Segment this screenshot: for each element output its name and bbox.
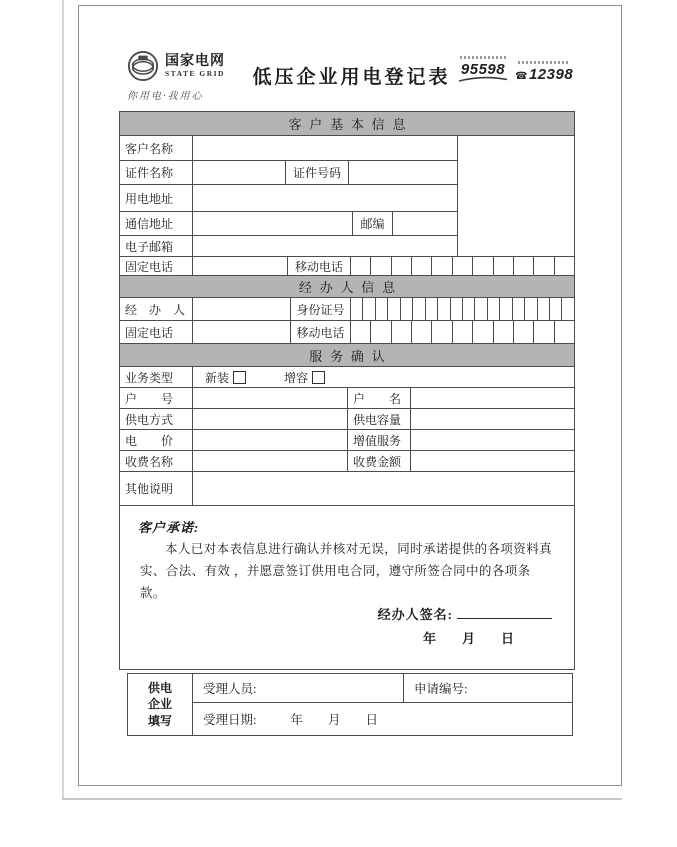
digit-cell[interactable] <box>452 257 472 275</box>
digit-cell[interactable] <box>487 298 499 320</box>
digit-cell[interactable] <box>400 298 412 320</box>
field-fee-name[interactable] <box>192 451 347 471</box>
side-label-line3: 填写 <box>147 713 172 728</box>
side-label-line2: 企业 <box>147 697 172 712</box>
field-customer-name[interactable] <box>192 136 457 160</box>
digit-cell[interactable] <box>549 298 561 320</box>
commitment-date-labels: 年 月 日 <box>422 631 514 646</box>
agent-mobile-digit-grid <box>350 321 574 343</box>
customer-commitment-box <box>120 505 574 669</box>
label-supply-capacity: 供电容量 <box>347 409 410 429</box>
digit-cell[interactable] <box>431 257 451 275</box>
utility-fill-table <box>127 673 573 736</box>
field-price[interactable] <box>192 430 347 450</box>
digit-cell[interactable] <box>474 298 486 320</box>
checkbox-new-install[interactable] <box>233 371 246 384</box>
registration-table <box>119 111 575 670</box>
blank-attachment-cell[interactable] <box>457 136 574 256</box>
accept-date-ymd: 年 月 日 <box>290 713 378 727</box>
digit-cell[interactable] <box>370 321 390 343</box>
digit-cell[interactable] <box>350 298 362 320</box>
customer-info-body <box>120 135 574 256</box>
label-other-notes: 其他说明 <box>125 482 174 496</box>
section-header-service-confirm: 服务确认 <box>120 343 574 366</box>
digit-cell[interactable] <box>391 257 411 275</box>
label-id-number: 身份证号 <box>290 298 350 320</box>
field-customer-landline[interactable] <box>192 257 287 275</box>
digit-cell[interactable] <box>513 321 533 343</box>
commitment-title: 客户承诺: <box>138 520 200 535</box>
page-title: 低压企业用电登记表 <box>252 67 451 88</box>
digit-cell[interactable] <box>499 298 511 320</box>
digit-cell[interactable] <box>462 298 474 320</box>
label-agent: 经 办 人 <box>125 302 186 317</box>
label-fee-name: 收费名称 <box>125 454 174 469</box>
label-customer-mobile: 移动电话 <box>287 257 350 275</box>
digit-cell[interactable] <box>452 321 472 343</box>
utility-fill-side-label <box>128 674 192 735</box>
brand-name-cn: 国家电网 <box>165 53 225 69</box>
digit-cell[interactable] <box>437 298 449 320</box>
digit-cell[interactable] <box>512 298 524 320</box>
digit-cell[interactable] <box>450 298 462 320</box>
hotline-95598 <box>457 56 509 83</box>
hotline-12398 <box>515 61 573 83</box>
hotline-95598-number: 95598 <box>460 61 506 78</box>
microtext-12398 <box>518 61 570 64</box>
field-mailing-address[interactable] <box>192 212 352 235</box>
digit-cell[interactable] <box>350 321 370 343</box>
digit-cell[interactable] <box>391 321 411 343</box>
label-new-install: 新装 <box>205 370 230 385</box>
digit-cell[interactable] <box>370 257 390 275</box>
checkbox-capacity-increase[interactable] <box>312 371 325 384</box>
digit-cell[interactable] <box>411 257 431 275</box>
brand-tagline: 你用电·我用心 <box>127 91 204 102</box>
business-type-options <box>192 367 574 387</box>
signature-field[interactable] <box>457 607 552 619</box>
label-value-added-service: 增值服务 <box>347 430 410 450</box>
label-price: 电 价 <box>125 433 174 448</box>
label-agent-landline: 固定电话 <box>125 325 174 340</box>
digit-cell[interactable] <box>431 321 451 343</box>
field-supply-capacity[interactable] <box>410 409 574 429</box>
hotline-12398-number: 12398 <box>528 66 574 83</box>
form-paper <box>78 5 622 786</box>
label-agent-mobile: 移动电话 <box>290 321 350 343</box>
field-agent[interactable] <box>192 298 290 320</box>
label-mailing-address: 通信地址 <box>125 217 174 231</box>
label-business-type: 业务类型 <box>125 370 174 385</box>
digit-cell[interactable] <box>537 298 549 320</box>
label-accepting-staff: 受理人员: <box>203 682 257 696</box>
field-electricity-address[interactable] <box>192 185 457 211</box>
section-header-agent-info: 经办人信息 <box>120 275 574 297</box>
digit-cell[interactable] <box>362 298 374 320</box>
label-customer-landline: 固定电话 <box>125 259 174 274</box>
brand-name-en: STATE GRID <box>165 69 225 79</box>
label-account-name: 户 名 <box>347 388 410 408</box>
digit-cell[interactable] <box>513 257 533 275</box>
label-cert-number: 证件号码 <box>285 161 348 184</box>
label-fee-amount: 收费金额 <box>347 451 410 471</box>
scan-page-edge-bottom <box>62 798 622 800</box>
digit-cell[interactable] <box>472 257 492 275</box>
digit-cell[interactable] <box>350 257 370 275</box>
digit-cell[interactable] <box>533 257 553 275</box>
digit-cell[interactable] <box>387 298 399 320</box>
customer-mobile-digit-grid <box>350 257 574 275</box>
label-customer-name: 客户名称 <box>125 141 174 156</box>
label-account-number: 户 号 <box>125 391 174 406</box>
scan-page-edge-left <box>62 0 64 800</box>
label-capacity-increase: 增容 <box>284 370 309 385</box>
digit-cell[interactable] <box>412 298 424 320</box>
digit-cell[interactable] <box>493 257 513 275</box>
signature-label: 经办人签名: <box>377 607 453 622</box>
label-cert-name: 证件名称 <box>125 166 174 180</box>
digit-cell[interactable] <box>554 321 574 343</box>
field-fee-amount[interactable] <box>410 451 574 471</box>
label-postal-code: 邮编 <box>352 212 392 235</box>
commitment-body: 本人已对本表信息进行确认并核对无误，同时承诺提供的各项资料真实、合法、有效 ，并愿意签订供用电合同，遵守所签合同中的各项条款。 <box>140 542 553 600</box>
id-number-digit-grid <box>350 298 574 320</box>
label-electricity-address: 用电地址 <box>125 191 174 206</box>
digit-cell[interactable] <box>375 298 387 320</box>
field-email[interactable] <box>192 236 457 256</box>
phone-icon: ☎ <box>515 71 528 82</box>
section-header-customer-info: 客户基本信息 <box>120 112 574 135</box>
digit-cell[interactable] <box>425 298 437 320</box>
field-cert-name[interactable] <box>192 161 285 184</box>
digit-cell[interactable] <box>472 321 492 343</box>
digit-cell[interactable] <box>533 321 553 343</box>
label-supply-method: 供电方式 <box>125 412 174 427</box>
field-value-added-service[interactable] <box>410 430 574 450</box>
state-grid-logo-icon <box>127 50 159 82</box>
digit-cell[interactable] <box>554 257 574 275</box>
field-other-notes[interactable] <box>192 472 574 505</box>
digit-cell[interactable] <box>493 321 513 343</box>
label-application-number: 申请编号: <box>403 674 572 702</box>
field-account-number[interactable] <box>192 388 347 408</box>
digit-cell[interactable] <box>524 298 536 320</box>
field-cert-number[interactable] <box>348 161 457 184</box>
field-postal-code[interactable] <box>392 212 457 235</box>
digit-cell[interactable] <box>411 321 431 343</box>
field-account-name[interactable] <box>410 388 574 408</box>
field-agent-landline[interactable] <box>192 321 290 343</box>
hotline-logos <box>457 56 577 83</box>
field-supply-method[interactable] <box>192 409 347 429</box>
side-label-line1: 供电 <box>147 681 172 696</box>
label-email: 电子邮箱 <box>125 239 174 254</box>
label-accept-date: 受理日期: <box>203 713 257 727</box>
digit-cell[interactable] <box>561 298 573 320</box>
microtext-95598 <box>460 56 506 59</box>
